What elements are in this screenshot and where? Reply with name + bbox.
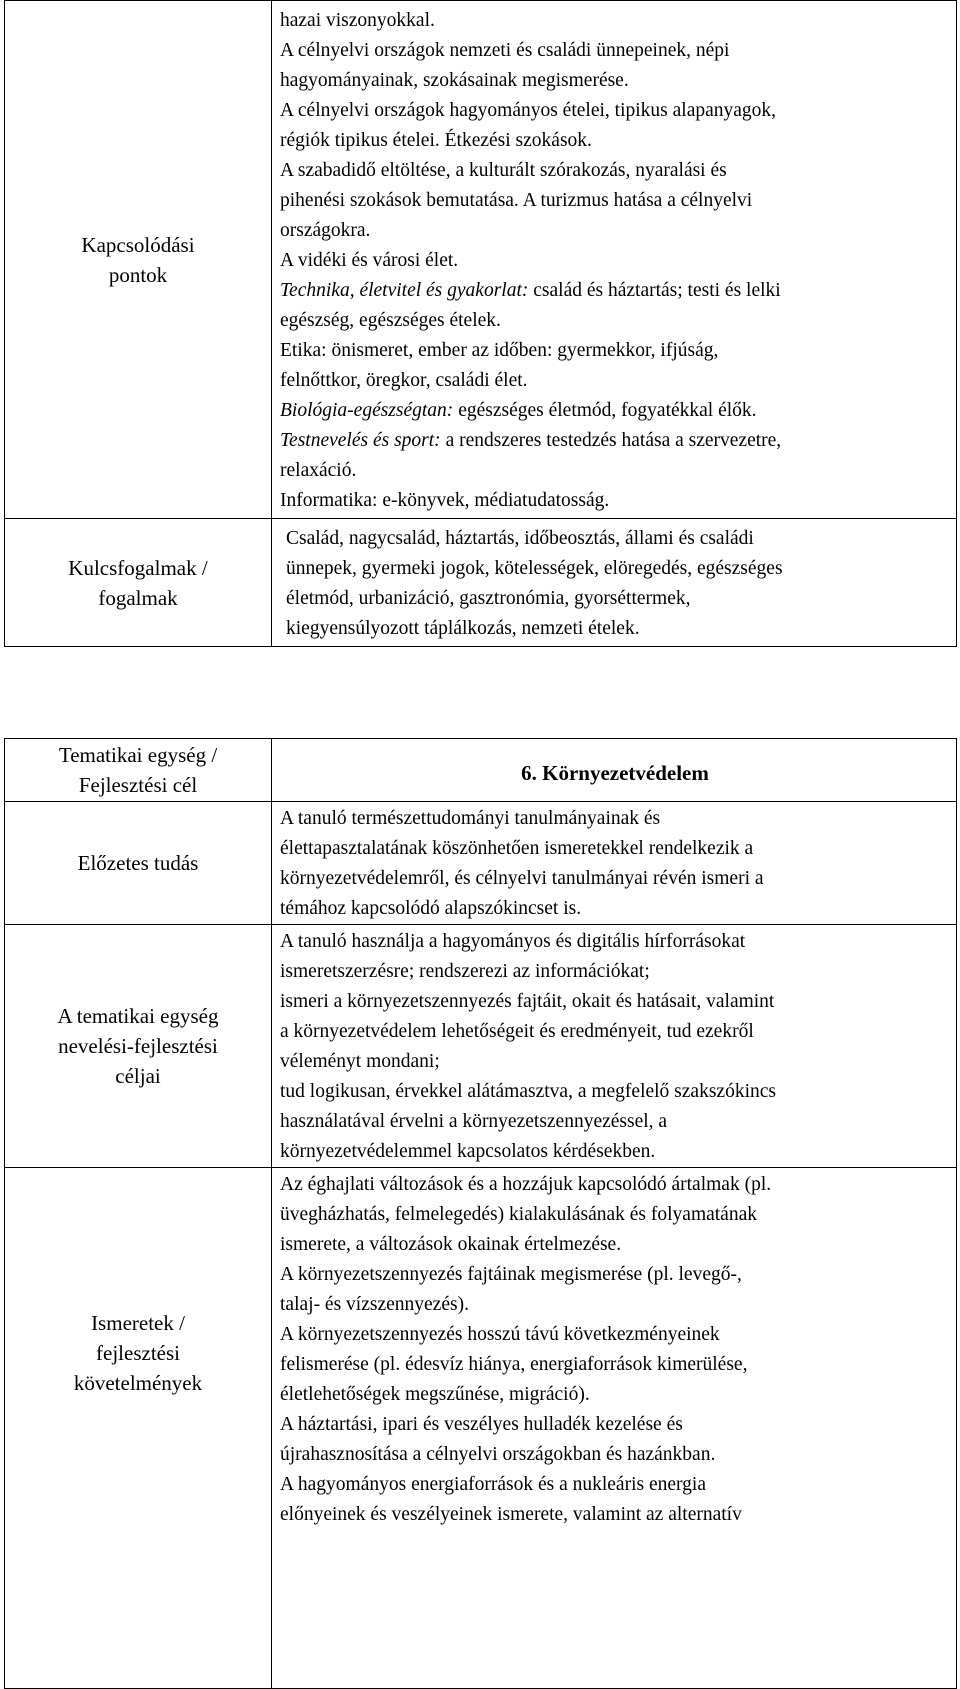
text-line: A célnyelvi országok nemzeti és családi ünnepeinek, népi [280,40,730,61]
text-line: A környezetszennyezés fajtáinak megismerése (pl. levegő-, [280,1264,742,1285]
row-content-kulcsfogalmak [272,519,957,647]
text-line: előnyeinek és veszélyeinek ismerete, valamint az alternatív [280,1504,742,1525]
text-line: ismerete, a változások okainak értelmezése. [280,1234,622,1255]
row-label-celjai [5,925,272,1168]
row-content-title [272,739,957,802]
label-line: Ismeretek / [91,1311,185,1335]
row-label-elozetes-tudas [5,802,272,925]
text-line: újrahasznosítása a célnyelvi országokban és hazánkban. [280,1444,716,1465]
text-line: A vidéki és városi élet. [280,250,459,271]
text-line: üvegházhatás, felmelegedés) kialakulásának és folyamatának [280,1204,757,1225]
text-line: pihenési szokások bemutatása. A turizmus hatása a célnyelvi [280,190,753,211]
text-line: A környezetszennyezés hosszú távú következményeinek [280,1324,720,1345]
text-line: hagyományainak, szokásainak megismerése. [280,70,629,91]
label-line: Tematikai egység / [58,743,218,767]
row-content-elozetes-tudas [272,802,957,925]
label-line: követelmények [73,1371,203,1395]
text-line: környezetvédelemről, és célnyelvi tanulmányai révén ismeri a [280,868,764,889]
subject-text: család és háztartás; testi és lelki [528,280,781,301]
text-line: felnőttkor, öregkor, családi élet. [280,370,528,391]
table-row-kapcsolodasi-pontok [5,1,957,519]
row-content-ismeretek [272,1168,957,1689]
text-line: a környezetvédelem lehetőségeit és eredményeit, tud ezekről [280,1021,754,1042]
text-line: ismeretszerzésre; rendszerezi az információkat; [280,961,650,982]
label-line: pontok [108,262,168,287]
subject-text: egészséges életmód, fogyatékkal élők. [453,400,757,421]
table-row-elozetes-tudas [5,802,957,925]
label-line: nevelési-fejlesztési [58,1034,218,1058]
table-row-kulcsfogalmak [5,519,957,647]
text-line: életmód, urbanizáció, gasztronómia, gyorséttermek, [286,588,691,609]
text-line: hazai viszonyokkal. [280,10,435,31]
label-line: Fejlesztési cél [78,773,198,797]
row-content-celjai [272,925,957,1168]
subject-name-biologia: Biológia-egészségtan: [280,400,454,421]
text-line: tud logikusan, érvekkel alátámasztva, a megfelelő szakszókincs [280,1081,776,1102]
biologia-line [280,396,950,426]
label-line: fogalmak [98,585,178,610]
label-line: Kapcsolódási [81,232,195,257]
testneveles-line [280,426,950,456]
text-line: országokra. [280,220,371,241]
text-line: véleményt mondani; [280,1051,440,1072]
subject-name-technika: Technika, életvitel és gyakorlat: [280,280,529,301]
subject-text: a rendszeres testedzés hatása a szervezetre, [440,430,782,451]
text-line: A hagyományos energiaforrások és a nukleáris energia [280,1474,706,1495]
label-line: A tematikai egység [57,1004,219,1028]
label-line: Kulcsfogalmak / [68,555,208,580]
label-line: fejlesztési [96,1341,180,1365]
text-line: használatával érvelni a környezetszennyezéssel, a [280,1111,668,1132]
text-line: élettapasztalatának köszönhetően ismeretekkel rendelkezik a [280,838,754,859]
text-line: Család, nagycsalád, háztartás, időbeosztás, állami és családi [286,528,754,549]
text-line: felismerése (pl. édesvíz hiánya, energiaforrások kimerülése, [280,1354,748,1375]
topic-table [4,738,957,1689]
informatika-line: Informatika: e-könyvek, médiatudatosság. [280,490,610,511]
table-row-celjai [5,925,957,1168]
text-line: ismeri a környezetszennyezés fajtáit, okait és hatásait, valamint [280,991,775,1012]
text-line: egészség, egészséges ételek. [280,310,501,331]
text-line: A háztartási, ipari és veszélyes hulladék kezelése és [280,1414,683,1435]
table-row-tematikai-egyseg [5,739,957,802]
text-line: talaj- és vízszennyezés). [280,1294,469,1315]
text-line: relaxáció. [280,460,357,481]
technika-line [280,276,950,306]
connections-table [4,0,957,647]
text-line: kiegyensúlyozott táplálkozás, nemzeti ételek. [286,618,640,639]
table-row-ismeretek [5,1168,957,1689]
text-line: A tanuló használja a hagyományos és digitális hírforrásokat [280,931,746,952]
topic-title: 6. Környezetvédelem [521,761,709,785]
text-line: Az éghajlati változások és a hozzájuk kapcsolódó ártalmak (pl. [280,1174,772,1195]
row-content-kapcsolodasi-pontok [272,1,957,519]
subject-name-testneveles: Testnevelés és sport: [280,430,441,451]
etika-line: Etika: önismeret, ember az időben: gyermekkor, ifjúság, [280,340,719,361]
text-line: A célnyelvi országok hagyományos ételei, tipikus alapanyagok, [280,100,777,121]
text-line: életlehetőségek megszűnése, migráció). [280,1384,590,1405]
text-line: környezetvédelemmel kapcsolatos kérdésekben. [280,1141,656,1162]
row-label-ismeretek [5,1168,272,1689]
row-label-kapcsolodasi-pontok [5,1,272,519]
text-line: A tanuló természettudományi tanulmányainak és [280,808,661,829]
text-line: A szabadidő eltöltése, a kulturált szórakozás, nyaralási és [280,160,727,181]
text-line: témához kapcsolódó alapszókincset is. [280,898,582,919]
text-line: ünnepek, gyermeki jogok, kötelességek, elöregedés, egészséges [286,558,783,579]
label-line: Előzetes tudás [77,851,199,875]
text-line: régiók tipikus ételei. Étkezési szokások. [280,130,592,151]
row-label-tematikai-egyseg [5,739,272,802]
row-label-kulcsfogalmak [5,519,272,647]
label-line: céljai [115,1064,161,1088]
